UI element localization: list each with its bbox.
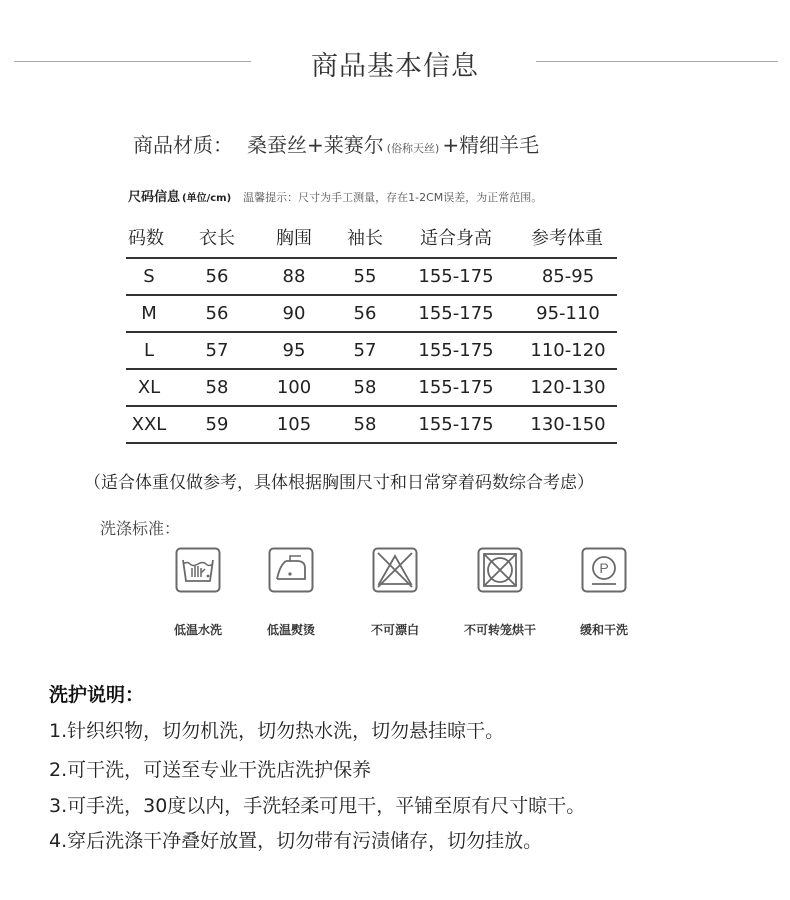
- table-cell: 130-150: [530, 414, 606, 435]
- table-cell: 56: [353, 303, 377, 324]
- table-cell: 95-110: [536, 303, 600, 324]
- size-info-tip: 温馨提示：尺寸为手工测量，存在1-2CM误差，为正常范围。: [243, 191, 543, 204]
- header-cell: 码数: [128, 228, 164, 249]
- table-row: [126, 259, 617, 296]
- header-cell: 参考体重: [531, 228, 603, 249]
- table-row: [126, 296, 617, 333]
- wash-item-label: 缓和干洗: [579, 623, 628, 637]
- wash-item-no-tumble-dry: [445, 547, 555, 638]
- table-cell: 56: [205, 266, 229, 287]
- size-info-header: [128, 186, 542, 205]
- wash-item-label: 低温熨烫: [266, 623, 315, 637]
- table-cell: 155-175: [418, 266, 494, 287]
- table-cell: 155-175: [418, 414, 494, 435]
- table-cell: 58: [353, 377, 377, 398]
- table-cell: 85-95: [541, 266, 595, 287]
- table-cell: 155-175: [418, 340, 494, 361]
- wash-item-no-bleach: [340, 547, 450, 638]
- wash-item-label: 低温水洗: [173, 623, 222, 637]
- size-info-unit: (单位/cm): [182, 193, 232, 204]
- no-bleach-icon: [372, 547, 418, 593]
- material-note: (俗称天丝): [386, 142, 440, 155]
- table-cell: 155-175: [418, 303, 494, 324]
- table-cell: 57: [353, 340, 377, 361]
- size-table-header-row: [126, 222, 617, 259]
- low-temp-hand-wash-icon: [175, 547, 221, 593]
- header-cell: 衣长: [199, 228, 235, 249]
- table-cell: 95: [282, 340, 306, 361]
- table-cell: 155-175: [418, 377, 494, 398]
- table-cell: 56: [205, 303, 229, 324]
- wash-item-label: 不可漂白: [370, 623, 419, 637]
- table-cell: 105: [276, 414, 312, 435]
- table-cell: L: [143, 340, 155, 361]
- table-cell: S: [143, 266, 155, 287]
- table-cell: M: [141, 303, 157, 324]
- table-cell: 90: [282, 303, 306, 324]
- table-cell: XL: [137, 377, 161, 398]
- table-cell: 100: [276, 377, 312, 398]
- material-label: 商品材质：: [133, 133, 233, 157]
- care-item: 2.可干洗，可送至专业干洗店洗护保养: [49, 759, 372, 781]
- table-row: [126, 370, 617, 407]
- material-part1: 桑蚕丝+莱赛尔: [247, 133, 384, 157]
- wash-item-iron: [236, 547, 346, 638]
- table-cell: 58: [205, 377, 229, 398]
- size-info-heading: 尺码信息: [128, 190, 181, 205]
- care-item: 1.针织织物，切勿机洗，切勿热水洗，切勿悬挂晾干。: [49, 720, 505, 742]
- care-item: 4.穿后洗涤干净叠好放置，切勿带有污渍储存，切勿挂放。: [49, 830, 543, 852]
- table-cell: 57: [205, 340, 229, 361]
- care-item: 3.可手洗，30度以内，手洗轻柔可甩干，平铺至原有尺寸晾干。: [49, 795, 586, 817]
- table-cell: 88: [282, 266, 306, 287]
- table-row: [126, 333, 617, 370]
- washing-standard-title: 洗涤标准：: [100, 519, 181, 538]
- table-cell: 58: [353, 414, 377, 435]
- header-cell: 袖长: [347, 228, 383, 249]
- size-table: [126, 222, 617, 444]
- no-tumble-dry-icon: [477, 547, 523, 593]
- care-instructions-title: 洗护说明：: [49, 684, 145, 706]
- table-cell: 55: [353, 266, 377, 287]
- size-advice-note: （适合体重仅做参考，具体根据胸围尺寸和日常穿着码数综合考虑）: [84, 473, 594, 493]
- low-temp-iron-icon: [268, 547, 314, 593]
- table-row: [126, 407, 617, 444]
- header-cell: 适合身高: [420, 228, 492, 249]
- table-cell: 120-130: [530, 377, 606, 398]
- table-cell: 59: [205, 414, 229, 435]
- page-title: 商品基本信息: [311, 51, 479, 82]
- svg-text:P: P: [599, 560, 609, 576]
- material-part2: +精细羊毛: [442, 133, 540, 157]
- wash-item-label: 不可转笼烘干: [463, 623, 536, 637]
- table-cell: XXL: [131, 414, 167, 435]
- material-line: [133, 129, 539, 158]
- wash-item-gentle-dry-clean: [549, 547, 659, 638]
- gentle-dry-clean-icon: [581, 547, 627, 593]
- header-cell: 胸围: [276, 228, 312, 249]
- table-cell: 110-120: [530, 340, 606, 361]
